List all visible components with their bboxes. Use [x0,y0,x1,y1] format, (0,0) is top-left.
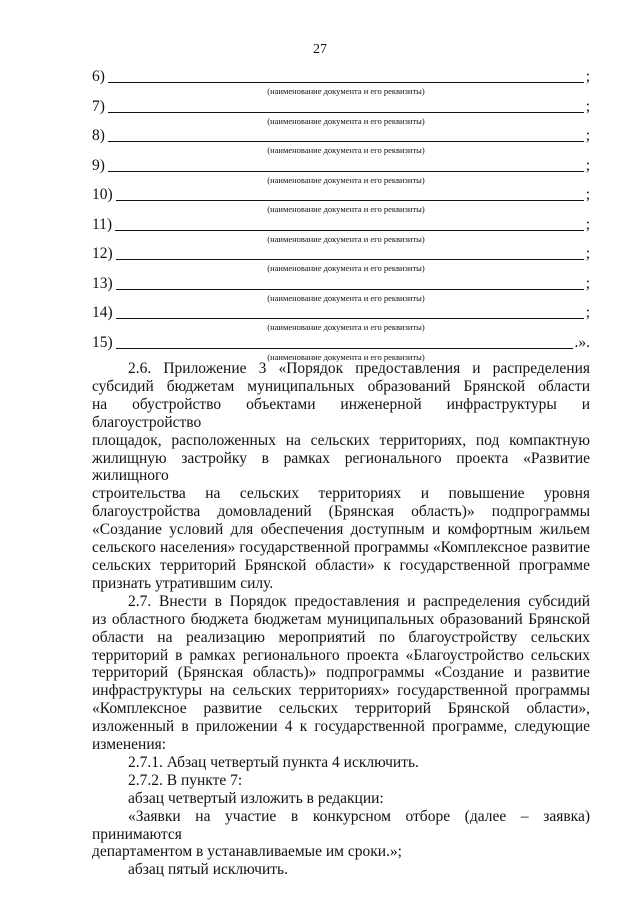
doc-line [92,334,590,352]
doc-caption: (наименование документа и его реквизиты) [267,351,425,362]
fill-in-line[interactable] [116,275,584,290]
doc-caption: (наименование документа и его реквизиты) [267,322,425,332]
doc-caption: (наименование документа и его реквизиты) [267,204,425,214]
fill-in-line[interactable] [115,216,584,231]
doc-list-item [92,216,590,246]
doc-line [92,245,590,263]
doc-list-item [92,304,590,334]
doc-number: 10) [92,186,113,203]
fill-in-line[interactable] [108,127,584,142]
text-line: «Комплексное развитие сельских территорий Брянской области», [92,700,590,718]
doc-list-item [92,245,590,275]
doc-line [92,216,590,234]
text-line: «Создание условий для обеспечения доступным и комфортным жильем [92,521,590,539]
text-line: строительства на сельских территориях и повышение уровня [92,485,590,503]
doc-line [92,157,590,175]
text-line: инфраструктуры на сельских территориях» государственной программы [92,682,590,700]
doc-line-end: ; [585,97,590,115]
fill-in-line[interactable] [116,334,573,349]
fill-in-line[interactable] [116,304,584,319]
paragraph-2-7-1: 2.7.1. Абзац четвертый пункта 4 исключить. [128,753,419,771]
text-line: жилищную застройку в рамках регионального проекта «Развитие жилищного [92,449,590,485]
doc-list-item [92,275,590,305]
text-line: из областного бюджета бюджетам муниципальных образований Брянской [92,610,590,628]
doc-line-end: ; [585,245,590,262]
doc-line-end: .». [574,333,590,351]
text-line: 2.6. Приложение 3 «Порядок предоставления и распределения [128,360,590,377]
doc-caption: (наименование документа и его реквизиты) [267,233,425,244]
fill-in-line[interactable] [108,157,584,172]
fill-in-line[interactable] [108,68,584,83]
text-line: территорий в рамках регионального проекта «Благоустройство сельских [92,646,590,664]
text-line: департаментом в устанавливаемые им сроки.»; [92,843,402,861]
text-line: благоустройства домовладений (Брянская область)» подпрограммы [92,503,590,521]
doc-caption: (наименование документа и его реквизиты) [267,145,425,155]
fill-in-line[interactable] [108,98,584,113]
text-line: «Заявки на участие в конкурсном отборе (далее – заявка) принимаются [92,807,590,843]
text-line: области на реализацию мероприятий по благоустройству сельских [92,628,590,646]
paragraph-abzac-5: абзац пятый исключить. [128,861,288,879]
doc-caption: (наименование документа и его реквизиты) [267,263,425,273]
text-line: площадок, расположенных на сельских территориях, под компактную [92,431,590,449]
doc-number: 13) [92,274,113,292]
doc-number: 14) [92,304,113,321]
doc-line [92,186,590,204]
text-line: изложенный в приложении 4 к государственной программе, следующие [92,718,590,736]
text-line: изменения: [92,736,167,754]
doc-line-end: ; [585,215,590,233]
doc-list-item [92,127,590,157]
doc-caption: (наименование документа и его реквизиты) [267,292,425,303]
text-line: признать утратившим силу. [92,574,274,592]
document-list [92,68,590,363]
doc-list-item [92,68,590,98]
doc-line-end: ; [585,127,590,144]
doc-number: 9) [92,156,105,174]
paragraph-abzac-4: абзац четвертый изложить в редакции: [128,789,384,807]
paragraph-2-6 [92,360,590,593]
doc-number: 6) [92,68,105,85]
paragraph-2-7-2: 2.7.2. В пункте 7: [128,771,243,789]
text-line: территорий (Брянская область)» подпрограммы «Создание и развитие [92,664,590,682]
doc-line-end: ; [585,304,590,321]
doc-number: 7) [92,97,105,115]
doc-line-end: ; [585,68,590,85]
doc-caption: (наименование документа и его реквизиты) [267,174,425,185]
doc-line [92,275,590,293]
page-number: 27 [313,42,327,57]
doc-number: 12) [92,245,113,262]
doc-line-end: ; [585,156,590,174]
doc-line [92,304,590,322]
doc-number: 15) [92,333,113,351]
doc-number: 8) [92,127,105,144]
doc-list-item [92,334,590,364]
text-line: сельских территорий Брянской области» к государственной программе [92,556,590,574]
doc-line [92,127,590,145]
text-line: субсидий бюджетам муниципальных образований Брянской области [92,377,590,395]
body-text [92,360,590,879]
doc-line-end: ; [585,274,590,292]
fill-in-line[interactable] [116,245,584,260]
text-line: сельского населения» государственной программы «Комплексное развитие [92,539,590,557]
fill-in-line[interactable] [116,186,584,201]
paragraph-2-7 [92,593,590,754]
doc-caption: (наименование документа и его реквизиты) [267,86,425,96]
doc-list-item [92,157,590,187]
doc-list-item [92,186,590,216]
doc-number: 11) [92,215,113,233]
doc-line-end: ; [585,186,590,203]
doc-list-item [92,98,590,128]
doc-caption: (наименование документа и его реквизиты) [267,115,425,126]
doc-line [92,98,590,116]
doc-line [92,68,590,86]
text-line: 2.7. Внести в Порядок предоставления и распределения субсидий [128,592,590,610]
paragraph-quote [92,808,590,862]
text-line: на обустройство объектами инженерной инфраструктуры и благоустройство [92,395,590,431]
